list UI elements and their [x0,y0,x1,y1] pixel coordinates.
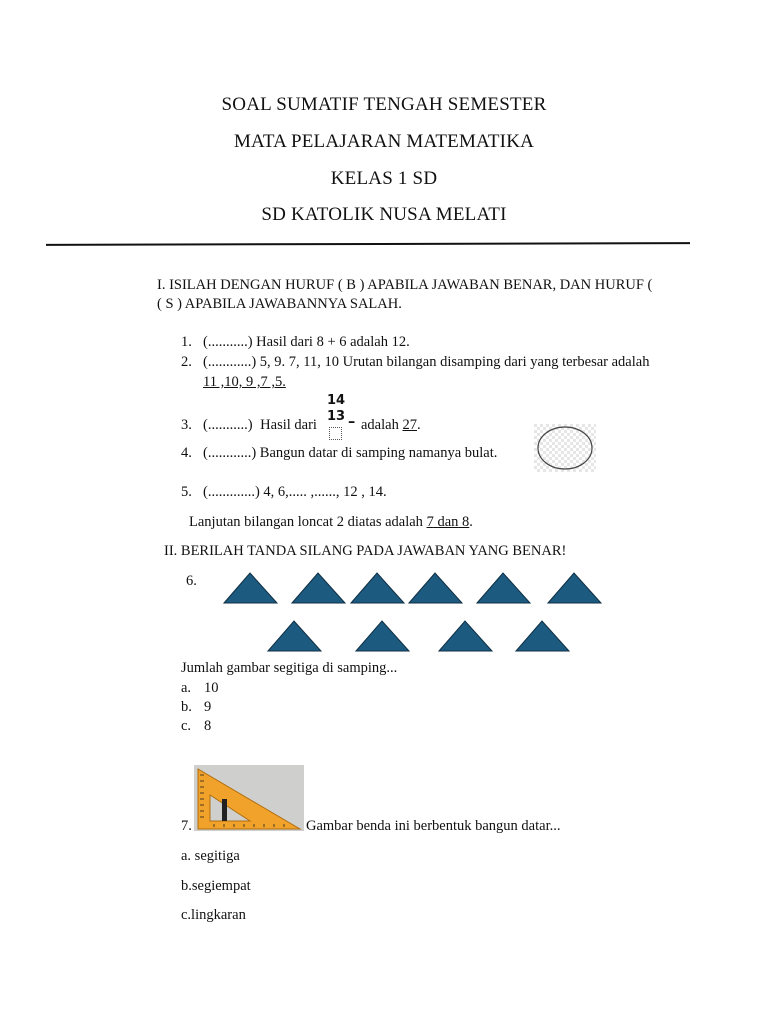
q7-option-a[interactable]: a. segitiga [181,848,240,864]
skip-count-and: dan [437,514,459,530]
skip-count-answer-2: 8 [462,514,470,530]
q6-option-b-text: 9 [204,699,212,715]
q4-answer-blank[interactable] [203,445,497,462]
q6-option-a-letter: a. [181,680,192,696]
q1-blank: (...........) [203,334,253,350]
q3-period: . [416,417,421,433]
set-square-ruler-photo [194,765,304,831]
title-line-2: MATA PELAJARAN MATEMATIKA [233,131,535,152]
triangle-shape [351,573,404,603]
q2-text: 5, 9. 7, 11, 10 Urutan bilangan disamping dari yang terbesar adalah [259,354,650,370]
skip-count-answer-1: 7 [426,514,434,530]
q6-option-b[interactable] [181,699,212,716]
q2-blank: (............) [203,354,257,370]
triangle-shape [356,621,409,651]
q6-option-c[interactable] [181,718,212,735]
q5-text: 4, 6,..... ,......, 12 , 14. [263,484,387,500]
q3-top-number: 14 [326,393,346,408]
q3-number: 3. [181,417,192,433]
q6-number: 6. [186,573,197,589]
q6-option-b-letter: b. [181,699,192,715]
q3-answer-value: 27 [402,417,417,433]
triangle-shape [516,621,569,651]
q6-option-c-letter: c. [181,718,192,734]
q3-text-before: Hasil dari [260,417,317,433]
triangles-figure [0,560,768,660]
oval-shape-image [534,424,596,472]
title-line-3: KELAS 1 SD [330,168,438,189]
triangle-shape [292,573,345,603]
q2-answer-blank[interactable] [203,354,649,371]
q6-option-c-text: 8 [204,718,212,734]
triangle-shape [439,621,492,651]
q6-option-a-text: 10 [204,680,219,696]
q3-tail [361,417,421,434]
placeholder-box-icon [329,427,342,440]
q7-number: 7. [181,818,192,834]
q7-option-c[interactable]: c.lingkaran [181,907,246,923]
section2-instruction: II. BERILAH TANDA SILANG PADA JAWABAN YANG BENAR! [164,543,567,559]
q1-text: Hasil dari 8 + 6 adalah 12. [256,334,410,350]
triangle-shape [477,573,530,603]
q3-text-after: adalah [361,417,399,433]
title-line-4: SD KATOLIK NUSA MELATI [261,204,507,225]
q6-option-a[interactable] [181,680,219,697]
skip-count-question [189,514,473,531]
q3-blank: (...........) [203,417,253,433]
triangle-shape [224,573,277,603]
section1-instruction-line2: ( S ) APABILA JAWABANNYA SALAH. [157,296,402,312]
q5-number: 5. [181,484,192,500]
q4-text: Bangun datar di samping namanya bulat. [259,445,498,461]
q1-number: 1. [181,334,192,350]
q3-bottom-number: 13 [326,409,346,424]
skip-count-text: Lanjutan bilangan loncat 2 diatas adalah [189,514,423,530]
triangle-shape [548,573,601,603]
q1-answer-blank[interactable] [203,334,410,351]
q7-question: Gambar benda ini berbentuk bangun datar... [306,818,561,834]
q4-number: 4. [181,445,192,461]
q7-option-b[interactable]: b.segiempat [181,878,251,894]
title-line-1: SOAL SUMATIF TENGAH SEMESTER [221,94,547,115]
triangle-shape [268,621,321,651]
q6-question: Jumlah gambar segitiga di samping... [181,660,398,676]
q5-blank: (.............) [203,484,260,500]
q4-blank: (............) [203,445,257,461]
triangle-shape [409,573,462,603]
q5-answer-blank[interactable] [203,484,387,501]
q2-number: 2. [181,354,192,370]
header-divider [46,242,690,246]
q3-answer-blank[interactable] [203,417,317,434]
skip-count-period: . [469,514,473,530]
section1-instruction-line1: I. ISILAH DENGAN HURUF ( B ) APABILA JAWABAN BENAR, DAN HURUF ( [157,277,653,293]
q3-operator: – [348,414,356,430]
q2-answer-sequence: 11 ,10, 9 ,7 ,5. [203,374,286,390]
